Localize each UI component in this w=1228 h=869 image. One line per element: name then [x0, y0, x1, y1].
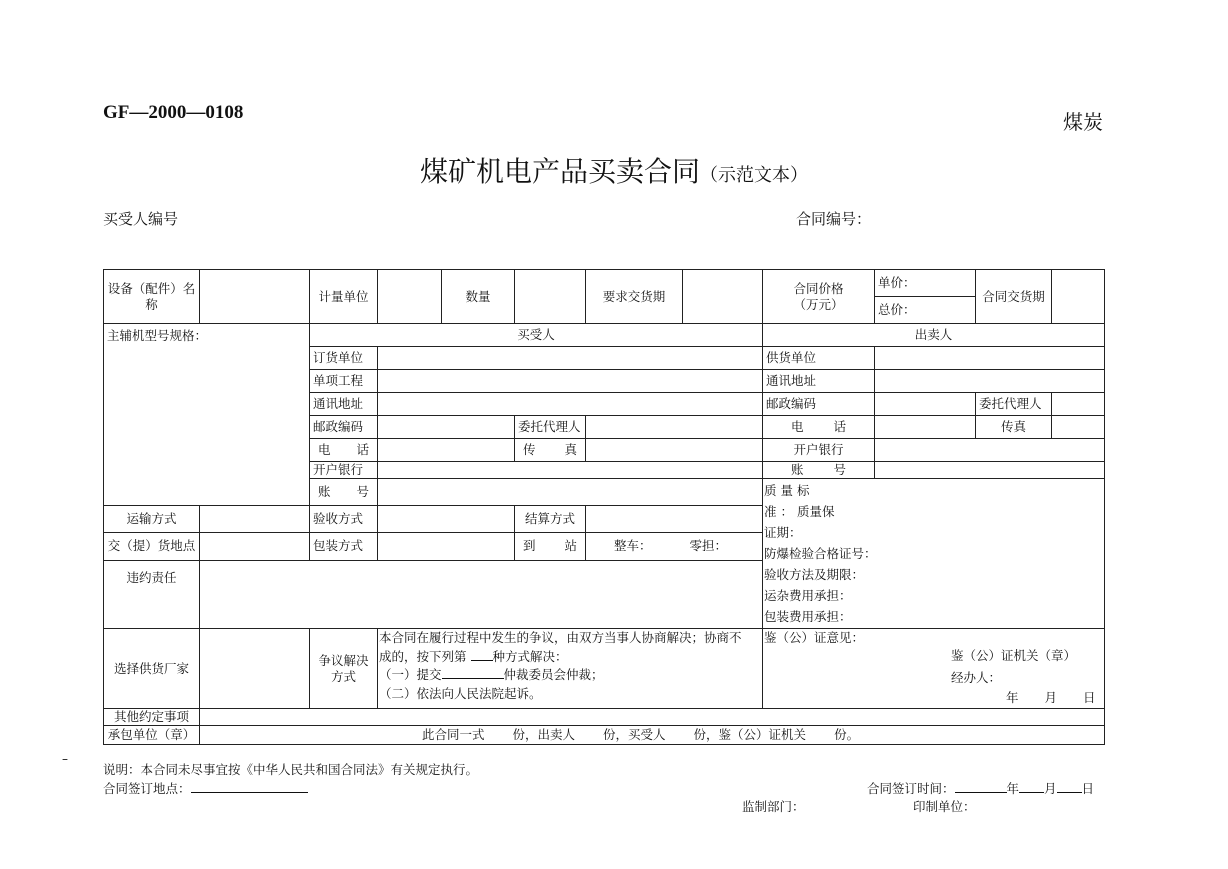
- seller-fax-field[interactable]: [1052, 416, 1105, 439]
- station-label: 到站: [515, 533, 586, 560]
- dispute-choice-blank[interactable]: [471, 649, 493, 661]
- footnote: 说明：本合同未尽事宜按《中华人民共和国合同法》有关规定执行。: [103, 762, 479, 777]
- equipment-name-field[interactable]: [200, 270, 310, 324]
- title-main: 煤矿机电产品买卖合同: [419, 155, 700, 188]
- model-spec-label[interactable]: 主辅机型号规格：: [104, 324, 310, 506]
- transport-field[interactable]: [200, 506, 310, 533]
- equipment-name-label: 设备（配件）名称: [104, 270, 200, 324]
- title-sub: （示范文本）: [700, 165, 808, 186]
- buyer-header: 买受人: [310, 324, 763, 347]
- settlement-label: 结算方式: [515, 506, 586, 533]
- sign-day-blank[interactable]: [1057, 781, 1082, 793]
- station-options[interactable]: [586, 533, 763, 560]
- unit-field[interactable]: [378, 270, 442, 324]
- buyer-fax-label: 传真: [515, 439, 586, 462]
- contract-form-table: [103, 269, 1105, 745]
- quantity-label: 数量: [442, 270, 515, 324]
- quality-line: 运杂费用承担：: [764, 588, 852, 603]
- settlement-field[interactable]: [586, 506, 763, 533]
- select-supplier-label: 选择供货厂家: [104, 629, 200, 709]
- buyer-postcode-label: 邮政编码: [310, 416, 378, 439]
- total-price-label[interactable]: 总价：: [875, 297, 976, 324]
- packing-label: 包装方式: [310, 533, 378, 560]
- project-field[interactable]: [378, 370, 763, 393]
- supply-unit-field[interactable]: [875, 347, 1105, 370]
- parcel-label: 零担：: [689, 538, 728, 554]
- project-label: 单项工程: [310, 370, 378, 393]
- quality-line: 质 量 标: [764, 483, 810, 498]
- quality-line: 验收方法及期限：: [764, 567, 865, 582]
- sign-place-blank[interactable]: [191, 781, 308, 793]
- notary-org-label: 鉴（公）证机关（章）: [951, 648, 1077, 663]
- seller-phone-field[interactable]: [875, 416, 976, 439]
- buyer-address-label: 通讯地址: [310, 393, 378, 416]
- notary-date: 年 月 日: [1006, 690, 1096, 705]
- quality-line: 防爆检验合格证号：: [764, 546, 877, 561]
- copies-line: 此合同一式 份，出卖人 份，买受人 份，鉴（公）证机关 份。: [200, 726, 1105, 745]
- notary-section[interactable]: [763, 629, 1105, 709]
- printing-unit: 印制单位：: [913, 799, 976, 814]
- acceptance-label: 验收方式: [310, 506, 378, 533]
- supervise-dept: 监制部门：: [742, 799, 805, 814]
- seller-address-field[interactable]: [875, 370, 1105, 393]
- dispute-line-4: （二）依法向人民法院起诉。: [379, 685, 542, 701]
- buyer-bank-field[interactable]: [378, 462, 763, 479]
- buyer-agent-label: 委托代理人: [515, 416, 586, 439]
- seller-phone-label: 电话: [763, 416, 875, 439]
- dispute-line-3: （一）提交 仲裁委员会仲裁；: [379, 667, 604, 682]
- sign-year-blank[interactable]: [955, 781, 1007, 793]
- contract-delivery-field[interactable]: [1052, 270, 1105, 324]
- sign-place: 合同签订地点：: [103, 779, 308, 797]
- buyer-fax-field[interactable]: [586, 439, 763, 462]
- seller-bank-field[interactable]: [875, 439, 1105, 462]
- buyer-bank-label: 开户银行: [310, 462, 378, 479]
- buyer-address-field[interactable]: [378, 393, 763, 416]
- delivery-place-field[interactable]: [200, 533, 310, 560]
- seller-postcode-label: 邮政编码: [763, 393, 875, 416]
- breach-label: 违约责任: [104, 560, 200, 628]
- seller-account-field[interactable]: [875, 462, 1105, 479]
- contractor-label: 承包单位（章）: [104, 726, 200, 745]
- quantity-field[interactable]: [515, 270, 586, 324]
- price-label: 合同价格（万元）: [763, 270, 875, 324]
- margin-dash: –: [62, 752, 68, 766]
- unit-label: 计量单位: [310, 270, 378, 324]
- delivery-req-label: 要求交货期: [586, 270, 683, 324]
- quality-line: 证期：: [764, 525, 802, 540]
- quality-line: 包装费用承担：: [764, 609, 852, 624]
- seller-agent-label: 委托代理人: [976, 393, 1052, 416]
- seller-agent-field[interactable]: [1052, 393, 1105, 416]
- order-unit-label: 订货单位: [310, 347, 378, 370]
- handler-label: 经办人：: [951, 670, 1002, 685]
- category-label: 煤炭: [1063, 110, 1103, 134]
- buyer-phone-label: 电话: [310, 439, 378, 462]
- sign-time: 合同签订时间： 年 月 日: [867, 781, 1095, 796]
- buyer-postcode-field[interactable]: [378, 416, 515, 439]
- acceptance-field[interactable]: [378, 506, 515, 533]
- quality-terms[interactable]: [763, 479, 1105, 629]
- dispute-terms: [378, 629, 763, 709]
- seller-account-label: 账号: [763, 462, 875, 479]
- buyer-agent-field[interactable]: [586, 416, 763, 439]
- buyer-account-field[interactable]: [378, 479, 763, 506]
- arbitration-blank[interactable]: [442, 667, 504, 679]
- sign-month-blank[interactable]: [1019, 781, 1044, 793]
- transport-label: 运输方式: [104, 506, 200, 533]
- delivery-place-label: 交（提）货地点: [104, 533, 200, 560]
- document-number: GF—2000—0108: [103, 102, 244, 123]
- order-unit-field[interactable]: [378, 347, 763, 370]
- contract-delivery-label: 合同交货期: [976, 270, 1052, 324]
- notary-opinion-label: 鉴（公）证意见：: [764, 630, 865, 645]
- breach-field[interactable]: [200, 560, 763, 628]
- quality-line: 准 ： 质量保: [764, 504, 835, 519]
- seller-address-label: 通讯地址: [763, 370, 875, 393]
- seller-bank-label: 开户银行: [763, 439, 875, 462]
- wagon-label: 整车：: [614, 538, 652, 554]
- delivery-req-field[interactable]: [683, 270, 763, 324]
- unit-price-label[interactable]: 单价：: [875, 270, 976, 297]
- other-terms-label: 其他约定事项: [104, 709, 200, 726]
- contract-number-label: 合同编号：: [796, 210, 872, 228]
- dispute-line-2: 成的，按下列第 种方式解决：: [379, 648, 568, 664]
- buyer-number-label: 买受人编号: [103, 210, 179, 228]
- buyer-account-label: 账号: [310, 479, 378, 506]
- page-title: [0, 150, 1228, 190]
- seller-postcode-field[interactable]: [875, 393, 976, 416]
- select-supplier-field[interactable]: [200, 629, 310, 709]
- other-terms-field[interactable]: [200, 709, 1105, 726]
- seller-fax-label: 传真: [976, 416, 1052, 439]
- packing-field[interactable]: [378, 533, 515, 560]
- dispute-line-1: 本合同在履行过程中发生的争议，由双方当事人协商解决；协商不: [379, 630, 742, 645]
- buyer-phone-field[interactable]: [378, 439, 515, 462]
- dispute-label: 争议解决方式: [310, 629, 378, 709]
- supply-unit-label: 供货单位: [763, 347, 875, 370]
- seller-header: 出卖人: [763, 324, 1105, 347]
